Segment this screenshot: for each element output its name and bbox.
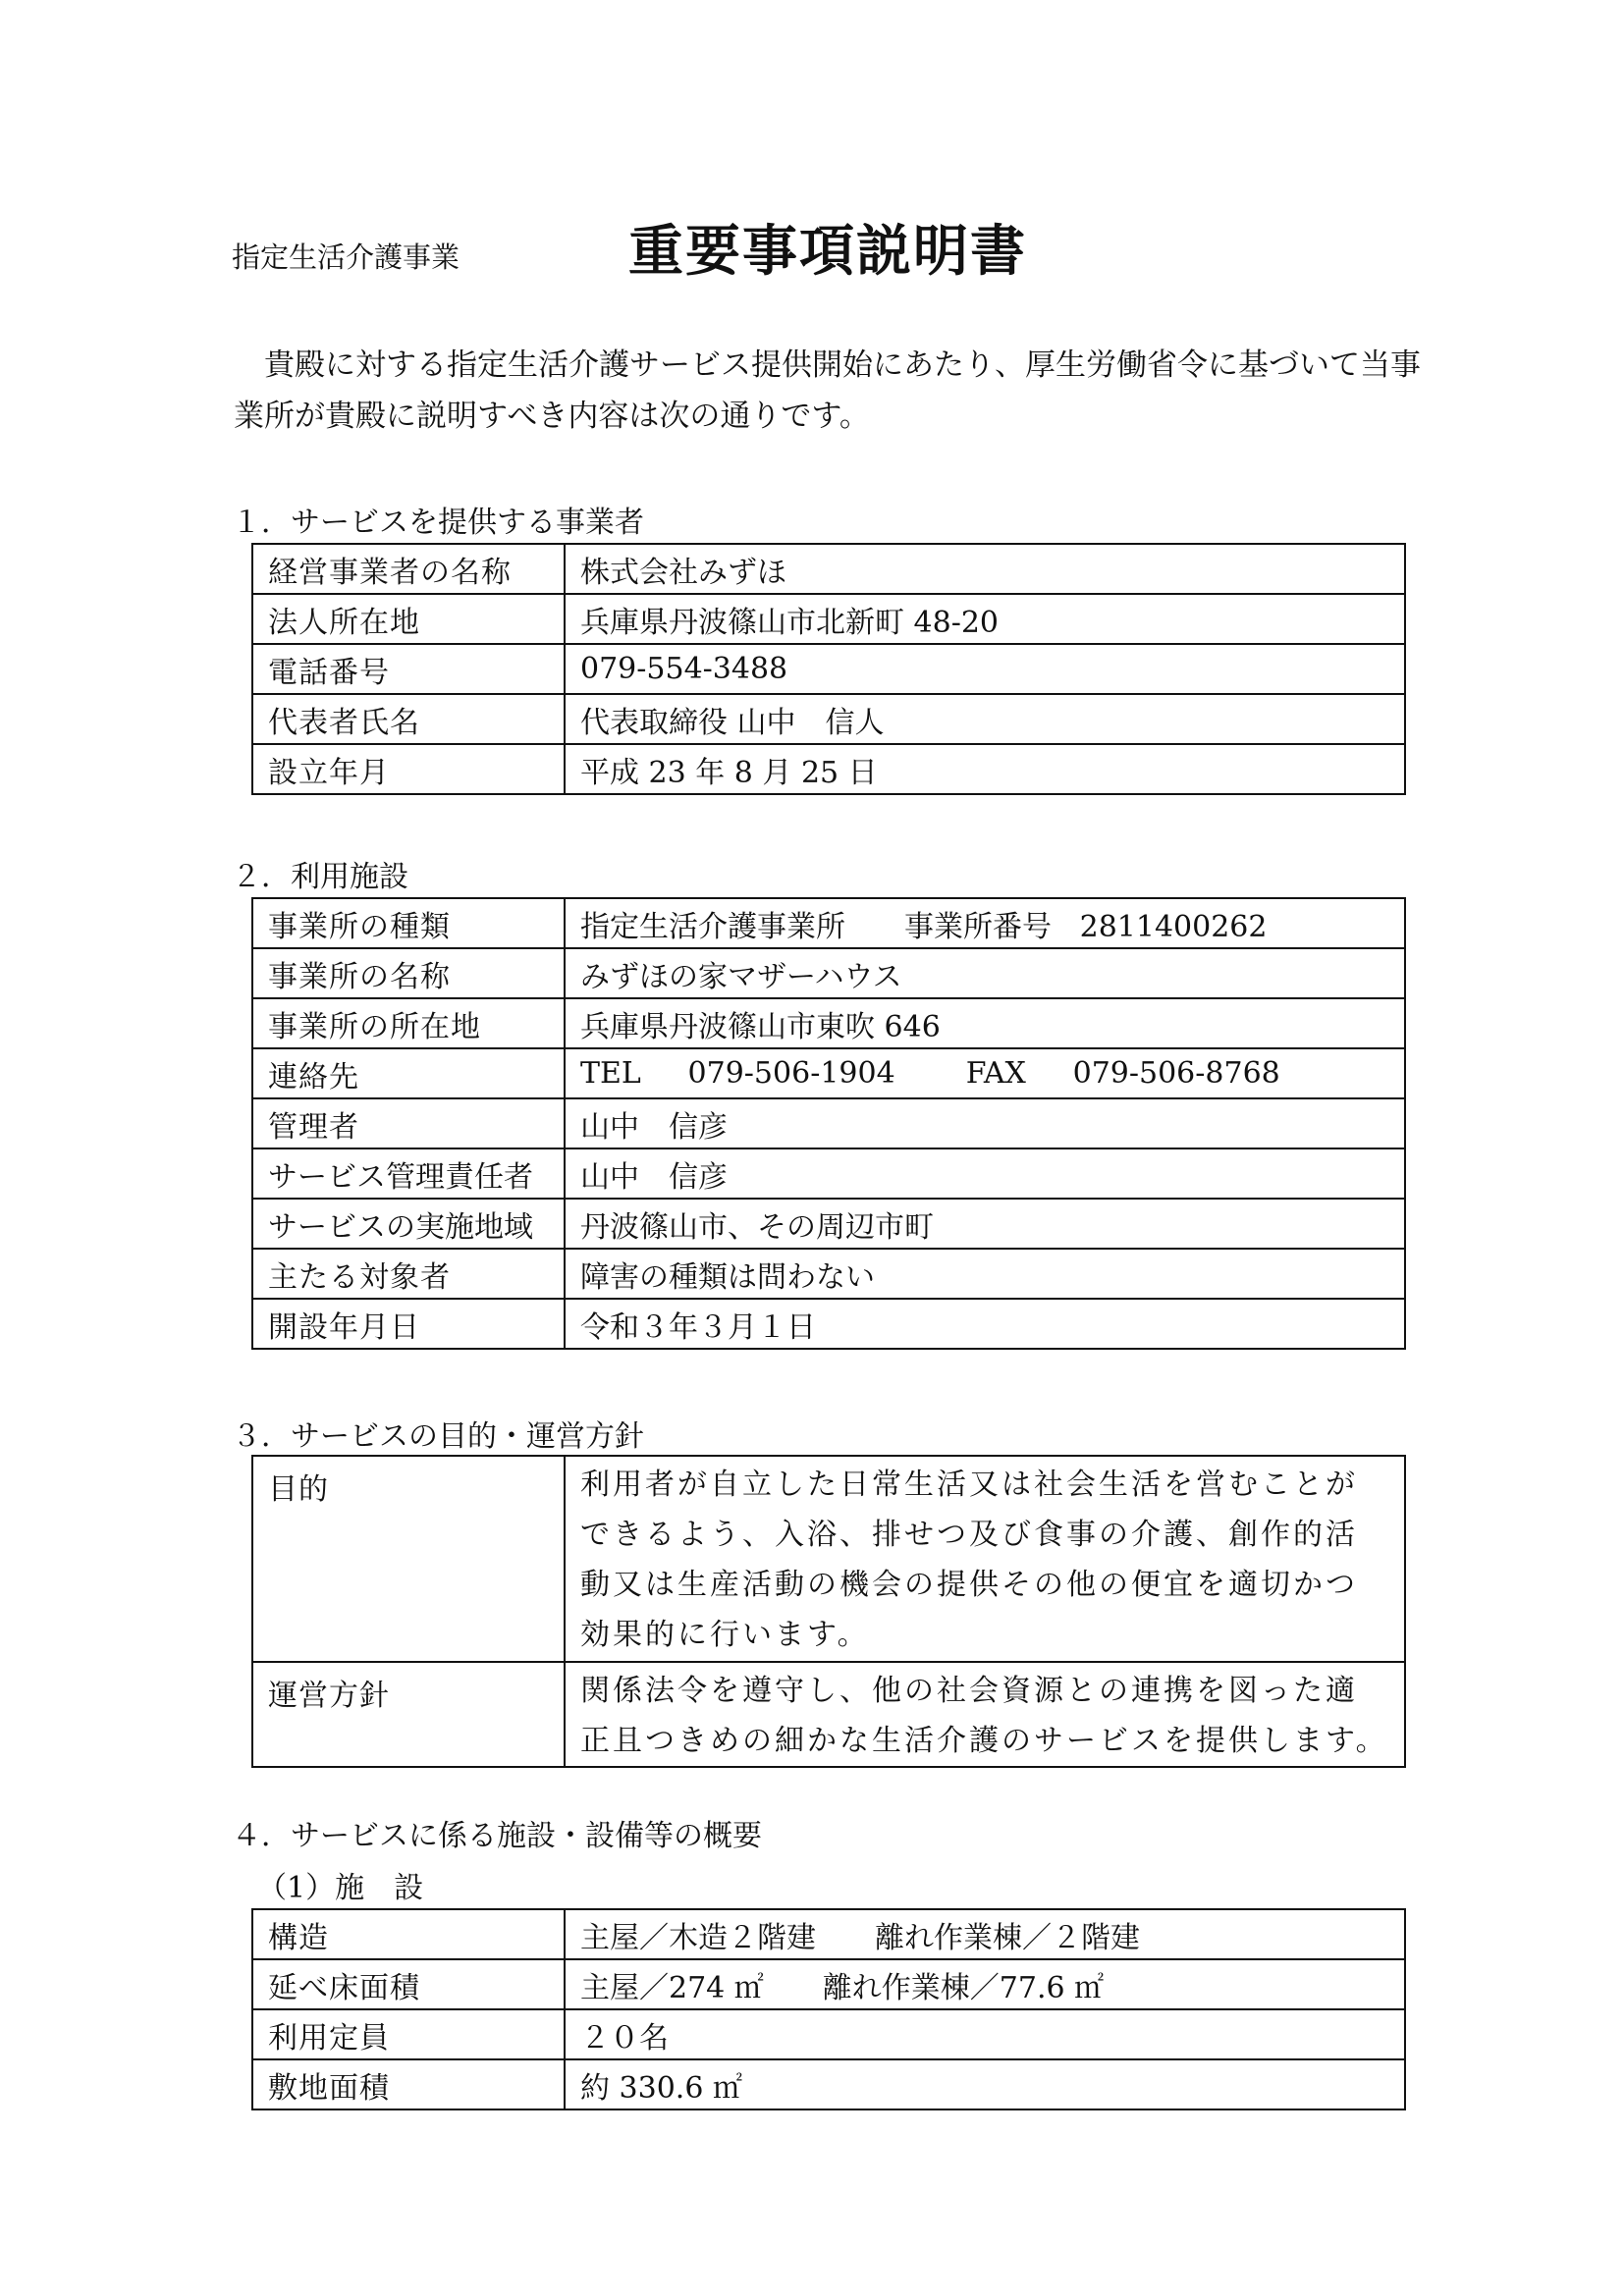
row-label: 目的 xyxy=(252,1456,565,1662)
row-value: 約 330.6 ㎡ xyxy=(565,2059,1405,2109)
row-label: 事業所の種類 xyxy=(252,898,565,948)
document-title: 重要事項説明書 xyxy=(628,219,1027,284)
facility-overview-table xyxy=(251,1908,1406,2110)
row-value xyxy=(565,1048,1405,1098)
row-value: 代表取締役 山中 信人 xyxy=(565,694,1405,744)
section-4-title: ４．サービスに係る施設・設備等の概要 xyxy=(232,1819,762,1853)
row-value: ２０名 xyxy=(565,2009,1405,2059)
table-row xyxy=(252,1299,1405,1349)
section-4-subtitle: （1）施 設 xyxy=(257,1871,424,1905)
purpose-table xyxy=(251,1455,1406,1768)
table-row xyxy=(252,1909,1405,1959)
intro-paragraph xyxy=(234,340,1422,442)
table-row xyxy=(252,544,1405,594)
table-row xyxy=(252,694,1405,744)
row-value: 株式会社みずほ xyxy=(565,544,1405,594)
fax-label: FAX xyxy=(965,1056,1026,1091)
document-type: 指定生活介護事業 xyxy=(232,240,460,274)
structure-annex: 離れ作業棟／２階建 xyxy=(875,1920,1140,1955)
table-row xyxy=(252,1249,1405,1299)
row-value: 兵庫県丹波篠山市東吹 646 xyxy=(565,998,1405,1048)
table-row xyxy=(252,1662,1405,1767)
table-row xyxy=(252,948,1405,998)
tel-label: TEL xyxy=(580,1056,641,1091)
table-row xyxy=(252,1959,1405,2009)
tel-value: 079-506-1904 xyxy=(687,1056,895,1091)
row-value: 令和３年３月１日 xyxy=(565,1299,1405,1349)
row-label: 敷地面積 xyxy=(252,2059,565,2109)
row-label: サービス管理責任者 xyxy=(252,1148,565,1199)
row-value xyxy=(565,1909,1405,1959)
table-row xyxy=(252,644,1405,694)
table-row xyxy=(252,2009,1405,2059)
row-value: みずほの家マザーハウス xyxy=(565,948,1405,998)
row-value: 利用者が自立した日常生活又は社会生活を営むことができるよう、入浴、排せつ及び食事の介護、創作的活動又は生産活動の機会の提供その他の便宜を適切かつ効果的に行います。 xyxy=(565,1456,1405,1662)
row-label: 延べ床面積 xyxy=(252,1959,565,2009)
provider-table xyxy=(251,543,1406,795)
row-label: 経営事業者の名称 xyxy=(252,544,565,594)
row-value: 山中 信彦 xyxy=(565,1148,1405,1199)
row-label: 代表者氏名 xyxy=(252,694,565,744)
row-label: 電話番号 xyxy=(252,644,565,694)
row-label: 法人所在地 xyxy=(252,594,565,644)
table-row xyxy=(252,594,1405,644)
table-row xyxy=(252,1048,1405,1098)
office-number: 2811400262 xyxy=(1079,909,1268,944)
facility-table xyxy=(251,897,1406,1350)
row-label: 設立年月 xyxy=(252,744,565,794)
floor-annex: 離れ作業棟／77.6 ㎡ xyxy=(822,1970,1105,2005)
office-number-label: 事業所番号 xyxy=(904,909,1052,944)
row-value: 山中 信彦 xyxy=(565,1098,1405,1148)
row-label: 管理者 xyxy=(252,1098,565,1148)
row-label: 事業所の所在地 xyxy=(252,998,565,1048)
table-row xyxy=(252,2059,1405,2109)
table-row xyxy=(252,1098,1405,1148)
table-row xyxy=(252,998,1405,1048)
section-2-title: ２．利用施設 xyxy=(232,860,408,894)
row-label: 連絡先 xyxy=(252,1048,565,1098)
row-label: 利用定員 xyxy=(252,2009,565,2059)
fax-value: 079-506-8768 xyxy=(1072,1056,1280,1091)
section-3-title: ３．サービスの目的・運営方針 xyxy=(232,1419,644,1454)
table-row xyxy=(252,898,1405,948)
row-label: 運営方針 xyxy=(252,1662,565,1767)
row-value xyxy=(565,1959,1405,2009)
intro-text: 貴殿に対する指定生活介護サービス提供開始にあたり、厚生労働省令に基づいて当事業所が貴殿に説明すべき内容は次の通りです。 xyxy=(234,347,1421,434)
document-header xyxy=(232,208,1410,287)
table-row xyxy=(252,744,1405,794)
row-value: 障害の種類は問わない xyxy=(565,1249,1405,1299)
row-label: 事業所の名称 xyxy=(252,948,565,998)
row-label: 開設年月日 xyxy=(252,1299,565,1349)
row-label: サービスの実施地域 xyxy=(252,1199,565,1249)
row-value: 079-554-3488 xyxy=(565,644,1405,694)
office-kind: 指定生活介護事業所 xyxy=(580,909,845,944)
table-row xyxy=(252,1456,1405,1662)
row-value xyxy=(565,898,1405,948)
structure-main: 主屋／木造２階建 xyxy=(580,1920,816,1955)
row-value: 関係法令を遵守し、他の社会資源との連携を図った適正且つきめの細かな生活介護のサービスを提供します。 xyxy=(565,1662,1405,1767)
row-value: 兵庫県丹波篠山市北新町 48-20 xyxy=(565,594,1405,644)
section-1-title: １．サービスを提供する事業者 xyxy=(232,506,644,540)
row-value: 丹波篠山市、その周辺市町 xyxy=(565,1199,1405,1249)
floor-main: 主屋／274 ㎡ xyxy=(580,1970,764,2005)
table-row xyxy=(252,1199,1405,1249)
table-row xyxy=(252,1148,1405,1199)
row-label: 構造 xyxy=(252,1909,565,1959)
row-label: 主たる対象者 xyxy=(252,1249,565,1299)
row-value: 平成 23 年 8 月 25 日 xyxy=(565,744,1405,794)
